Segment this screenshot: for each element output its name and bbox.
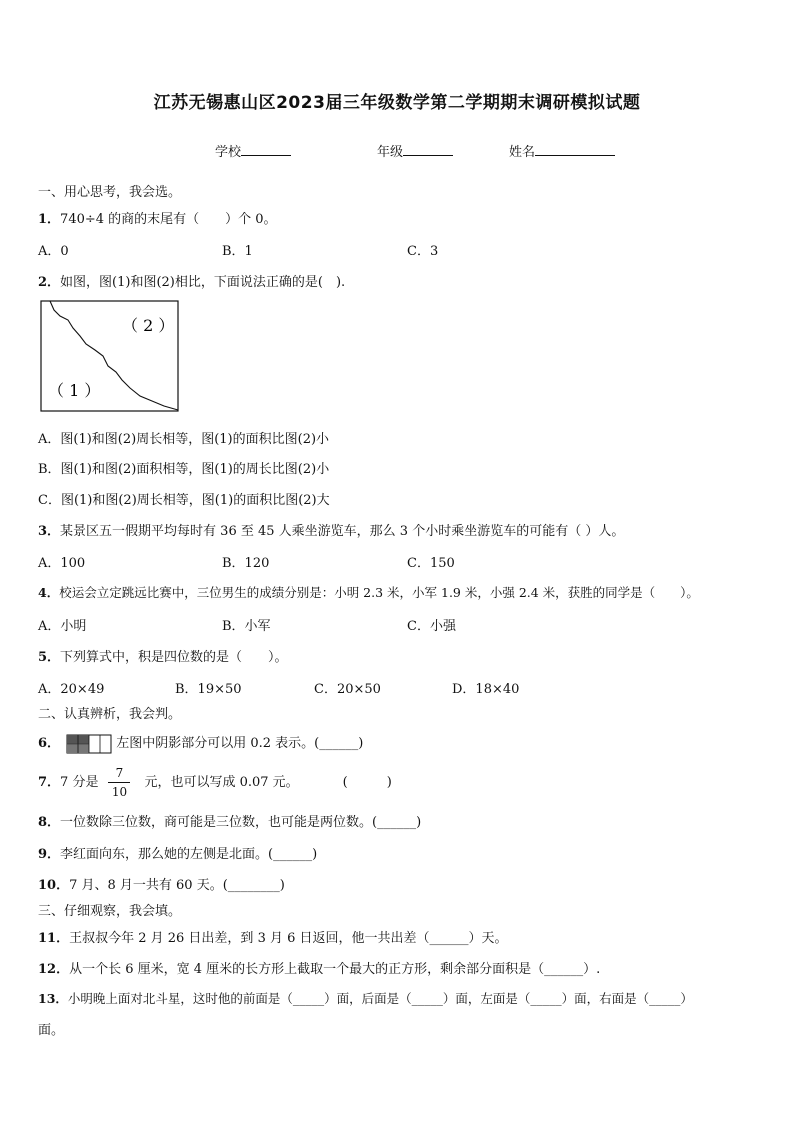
q2-option-a[interactable]: A．图(1)和图(2)周长相等，图(1)的面积比图(2)小 (38, 432, 330, 447)
question-text: 校运会立定跳远比赛中，三位男生的成绩分别是：小明 2.3 米，小军 1.9 米，小强 2.4 米，获胜的同学是（ ）。 (59, 585, 699, 600)
school-label: 学校 (215, 145, 242, 160)
question-13 (38, 989, 693, 1007)
shaded-grid-icon (66, 734, 112, 754)
question-number: 1． (38, 212, 61, 227)
q2-figure (40, 300, 180, 414)
grade-label: 年级 (377, 145, 404, 160)
question-text: 如图，图(1)和图(2)相比，下面说法正确的是( ). (60, 275, 346, 290)
fraction-numerator: 7 (115, 766, 124, 780)
q4-option-c[interactable]: C．小强 (407, 619, 456, 634)
question-10 (38, 874, 285, 893)
question-6 (38, 732, 363, 754)
question-number: 2． (38, 275, 61, 290)
q5-option-b[interactable]: B．19×50 (175, 682, 242, 697)
question-number: 10． (38, 878, 70, 893)
question-text: 下列算式中，积是四位数的是（ ）。 (60, 650, 288, 665)
question-text: 王叔叔今年 2 月 26 日出差，到 3 月 6 日返回，他一共出差（______）天。 (69, 931, 508, 946)
question-1 (38, 208, 277, 227)
question-4 (38, 583, 699, 601)
question-number: 8． (38, 815, 61, 830)
question-text-pre: 7 分是 (60, 775, 99, 790)
exam-title: 江苏无锡惠山区2023届三年级数学第二学期期末调研模拟试题 (153, 93, 641, 113)
question-text: 左图中阴影部分可以用 0.2 表示。(______) (116, 736, 364, 751)
grade-blank[interactable] (403, 142, 453, 156)
q1-option-a[interactable]: A．0 (38, 244, 69, 259)
question-13-continued: 面。 (38, 1023, 65, 1038)
q3-option-c[interactable]: C．150 (407, 556, 455, 571)
question-number: 5． (38, 650, 61, 665)
question-5 (38, 646, 288, 665)
question-text: 7 月、8 月一共有 60 天。(________) (69, 878, 285, 893)
answer-paren[interactable]: ( ) (342, 775, 392, 790)
q2-option-b[interactable]: B．图(1)和图(2)面积相等，图(1)的周长比图(2)小 (38, 462, 330, 477)
question-number: 9． (38, 847, 61, 862)
section-3-heading: 三、仔细观察，我会填。 (38, 904, 182, 919)
question-9 (38, 843, 317, 862)
question-text: 一位数除三位数，商可能是三位数，也可能是两位数。(______) (60, 815, 422, 830)
question-text: 某景区五一假期平均每时有 36 至 45 人乘坐游览车，那么 3 个小时乘坐游览车的可能有（ ）人。 (60, 524, 625, 539)
question-text: 小明晚上面对北斗星，这时他的前面是（_____）面，后面是（_____）面，左面是（_____）面，右面是（_____） (67, 991, 693, 1006)
question-text: 李红面向东，那么她的左侧是北面。(______) (60, 847, 318, 862)
fraction-denominator: 10 (111, 785, 128, 799)
question-number: 6． (38, 736, 61, 751)
grade-field[interactable] (377, 141, 453, 160)
question-12 (38, 958, 600, 977)
question-8 (38, 811, 421, 830)
q4-option-b[interactable]: B．小军 (222, 619, 271, 634)
question-text: 从一个长 6 厘米，宽 4 厘米的长方形上截取一个最大的正方形，剩余部分面积是（______）. (69, 962, 601, 977)
question-text: 740÷4 的商的末尾有（ ）个 0。 (60, 212, 277, 227)
q3-option-a[interactable]: A．100 (38, 556, 86, 571)
question-3 (38, 520, 624, 539)
q5-option-c[interactable]: C．20×50 (314, 682, 381, 697)
question-number: 11． (38, 931, 70, 946)
question-number: 4． (38, 585, 60, 600)
q2-option-c[interactable]: C．图(1)和图(2)周长相等，图(1)的面积比图(2)大 (38, 493, 330, 508)
name-label: 姓名 (509, 145, 536, 160)
question-number: 3． (38, 524, 61, 539)
question-7 (38, 766, 392, 799)
question-2 (38, 271, 345, 290)
school-blank[interactable] (241, 142, 291, 156)
school-field[interactable] (215, 141, 291, 160)
section-1-heading: 一、用心思考，我会选。 (38, 185, 182, 200)
name-field[interactable] (509, 141, 615, 160)
figure-label-2: （ 2 ） (122, 316, 175, 335)
question-11 (38, 927, 508, 946)
q5-option-d[interactable]: D．18×40 (452, 682, 520, 697)
question-number: 13． (38, 991, 68, 1006)
q1-option-c[interactable]: C．3 (407, 244, 439, 259)
q1-option-b[interactable]: B．1 (222, 244, 253, 259)
q5-option-a[interactable]: A．20×49 (38, 682, 105, 697)
name-blank[interactable] (535, 142, 615, 156)
question-number: 7． (38, 775, 61, 790)
section-2-heading: 二、认真辨析，我会判。 (38, 707, 182, 722)
q4-option-a[interactable]: A．小明 (38, 619, 87, 634)
question-text-post: 元，也可以写成 0.07 元。 (144, 775, 299, 790)
figure-label-1: （ 1 ） (48, 381, 101, 400)
fraction (108, 766, 130, 799)
question-number: 12． (38, 962, 70, 977)
q3-option-b[interactable]: B．120 (222, 556, 270, 571)
